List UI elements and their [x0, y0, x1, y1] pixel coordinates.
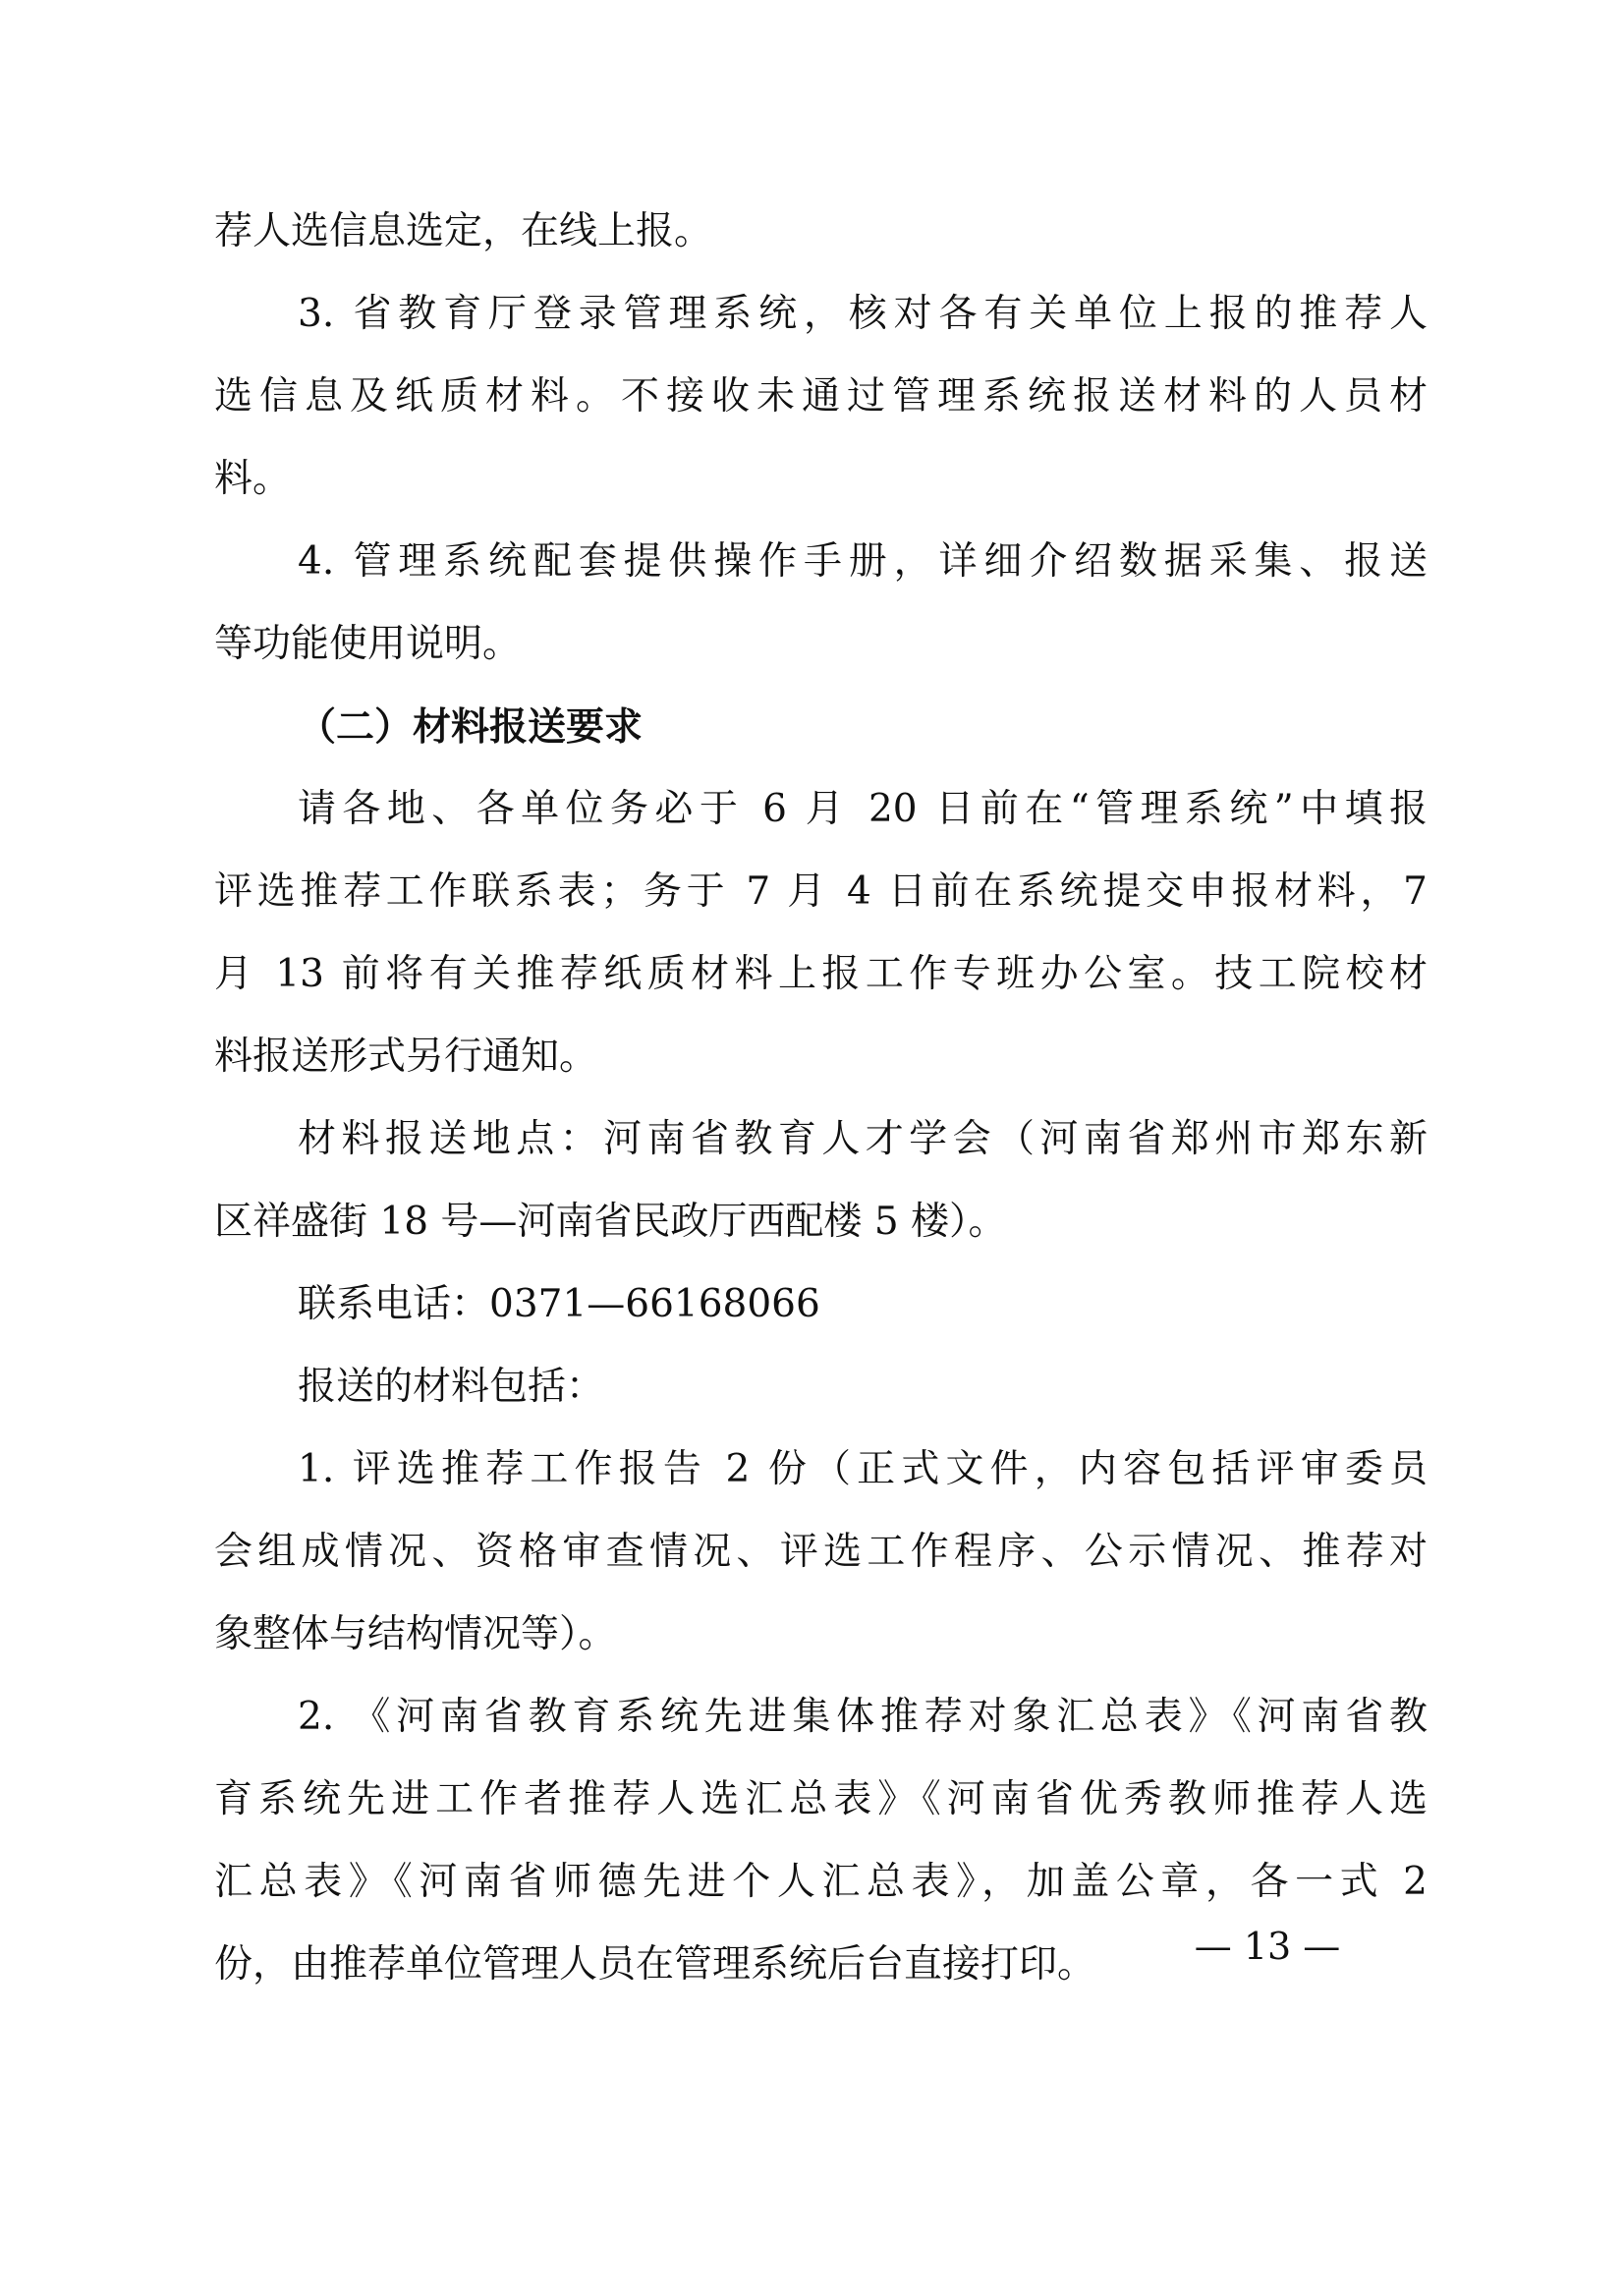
text-line: 月 13 前将有关推荐纸质材料上报工作专班办公室。技工院校材 — [214, 952, 1428, 996]
text-line: 等功能使用说明。 — [214, 622, 522, 666]
text-line: 评选推荐工作联系表；务于 7 月 4 日前在系统提交申报材料，7 — [214, 869, 1428, 914]
text-line: 荐人选信息选定，在线上报。 — [214, 209, 713, 253]
text-line: 份，由推荐单位管理人员在管理系统后台直接打印。 — [214, 1942, 1096, 1987]
text-line: 会组成情况、资格审查情况、评选工作程序、公示情况、推荐对 — [214, 1530, 1428, 1574]
text-line: 料报送形式另行通知。 — [214, 1035, 598, 1079]
text-line: 1. 评选推荐工作报告 2 份（正式文件，内容包括评审委员 — [298, 1447, 1428, 1491]
text-line: 料。 — [214, 457, 292, 501]
section-heading: （二）材料报送要求 — [298, 704, 644, 750]
text-line: 选信息及纸质材料。不接收未通过管理系统报送材料的人员材 — [214, 374, 1428, 419]
page-number: — 13 — — [1194, 1925, 1341, 1968]
text-line: 3. 省教育厅登录管理系统，核对各有关单位上报的推荐人 — [298, 292, 1428, 336]
text-line: 象整体与结构情况等）。 — [214, 1612, 617, 1656]
text-line: 材料报送地点：河南省教育人才学会（河南省郑州市郑东新 — [298, 1117, 1428, 1161]
text-line: 汇总表》《河南省师德先进个人汇总表》，加盖公章，各一式 2 — [214, 1860, 1428, 1904]
text-line: 4. 管理系统配套提供操作手册，详细介绍数据采集、报送 — [298, 539, 1428, 584]
text-line: 报送的材料包括： — [298, 1365, 605, 1409]
text-line: 区祥盛街 18 号—河南省民政厅西配楼 5 楼）。 — [214, 1200, 1007, 1244]
text-line: 请各地、各单位务必于 6 月 20 日前在“管理系统”中填报 — [298, 787, 1428, 831]
text-line: 育系统先进工作者推荐人选汇总表》《河南省优秀教师推荐人选 — [214, 1777, 1428, 1821]
text-line: 2. 《河南省教育系统先进集体推荐对象汇总表》《河南省教 — [298, 1695, 1428, 1739]
contact-phone: 联系电话：0371—66168066 — [298, 1282, 820, 1326]
